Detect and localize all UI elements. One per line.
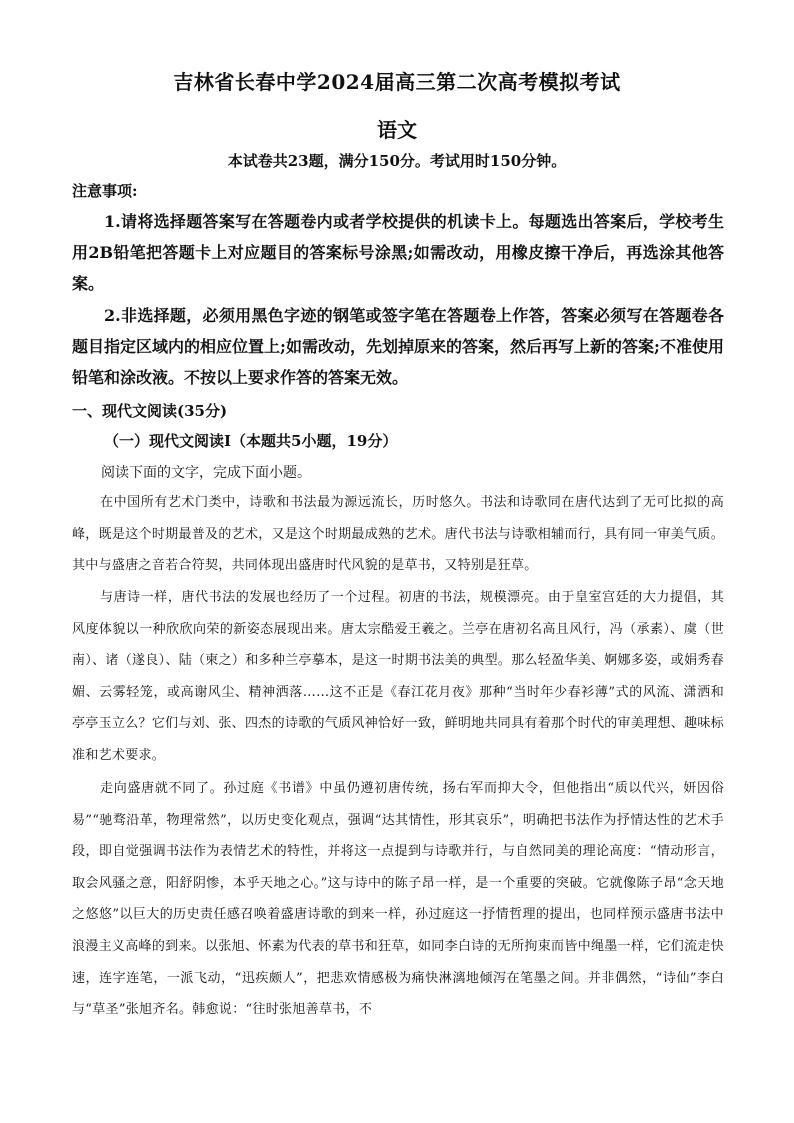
passage-paragraph: 在中国所有艺术门类中，诗歌和书法最为源远流长，历时悠久。书法和诗歌同在唐代达到了无可比拟的高峰，既是这个时期最普及的艺术，又是这个时期最成熟的艺术。唐代书法与诗歌相辅而行，具有同一审美气质。其中与盛唐之音若合符契，共同体现出盛唐时代风貌的是草书，又特别是狂草。 [72,495,724,574]
exam-title: 吉林省长春中学2024届高三第二次高考模拟考试 [173,70,621,94]
subject-title: 语文 [377,118,417,142]
exam-meta: 本试卷共23题，满分150分。考试用时150分钟。 [227,152,567,170]
section-subheading: （一）现代文阅读Ⅰ（本题共5小题，19分） [104,432,398,450]
section-heading: 一、现代文阅读(35分) [72,402,228,420]
reading-instruction: 阅读下面的文字，完成下面小题。 [101,465,311,481]
passage-paragraph: 与唐诗一样，唐代书法的发展也经历了一个过程。初唐的书法，规模漂亮。由于皇室宫廷的大力提倡，其风度体貌以一种欣欣向荣的新姿态展现出来。唐太宗酷爱王羲之。兰亭在唐初名高且风行，冯（承素）、虞（世南）、诸（遂良）、陆（柬之）和多种兰亭摹本，是这一时期书法美的典型。那么轻盈华美、婀娜多姿，或娟秀春媚、云雾轻笼，或高谢风尘、精神洒落……这不正是《春江花月夜》那种“当时年少春衫薄”式的风流、潇洒和亭亭玉立么？它们与刘、张、四杰的诗歌的气质风神恰好一致，鲜明地共同具有着那个时代的审美理想、趣味标准和艺术要求。 [72,590,725,763]
notice-item: 2.非选择题，必须用黑色字迹的钢笔或签字笔在答题卷上作答，答案必须写在答题卷各题目指定区域内的相应位置上;如需改动，先划掉原来的答案，然后再写上新的答案;不准使用铅笔和涂改液。不按以上要求作答的答案无效。 [72,306,724,387]
notice-item: 1.请将选择题答案写在答题卷内或者学校提供的机读卡上。每题选出答案后，学校考生用2B铅笔把答题卡上对应题目的答案标号涂黑;如需改动，用橡皮擦干净后，再选涂其他答案。 [72,212,724,293]
passage-paragraph: 走向盛唐就不同了。孙过庭《书谱》中虽仍遵初唐传统，扬右军而抑大令，但他指出“质以代兴，妍因俗易”“驰骛沿革，物理常然”，以历史变化观点，强调“达其情性，形其哀乐”，明确把书法作为抒情达性的艺术手段，即自觉强调书法作为表情艺术的特性，并将这一点提到与诗歌并行，与自然同美的理论高度：“情动形言，取会风骚之意，阳舒阴惨，本乎天地之心。”这与诗中的陈子昂一样，是一个重要的突破。它就像陈子昂“念天地之悠悠”以巨大的历史责任感召唤着盛唐诗歌的到来一样，孙过庭这一抒情哲理的提出，也同样预示盛唐书法中浪漫主义高峰的到来。以张旭、怀素为代表的草书和狂草，如同李白诗的无所拘束而皆中绳墨一样，它们流走快速，连字连笔，一派飞动，“迅疾颇人”，把悲欢情感极为痛快淋漓地倾泻在笔墨之间。并非偶然，“诗仙”李白与“草圣”张旭齐名。韩愈说：“往时张旭善草书，不 [72,781,724,1018]
notice-heading: 注意事项: [72,182,138,200]
